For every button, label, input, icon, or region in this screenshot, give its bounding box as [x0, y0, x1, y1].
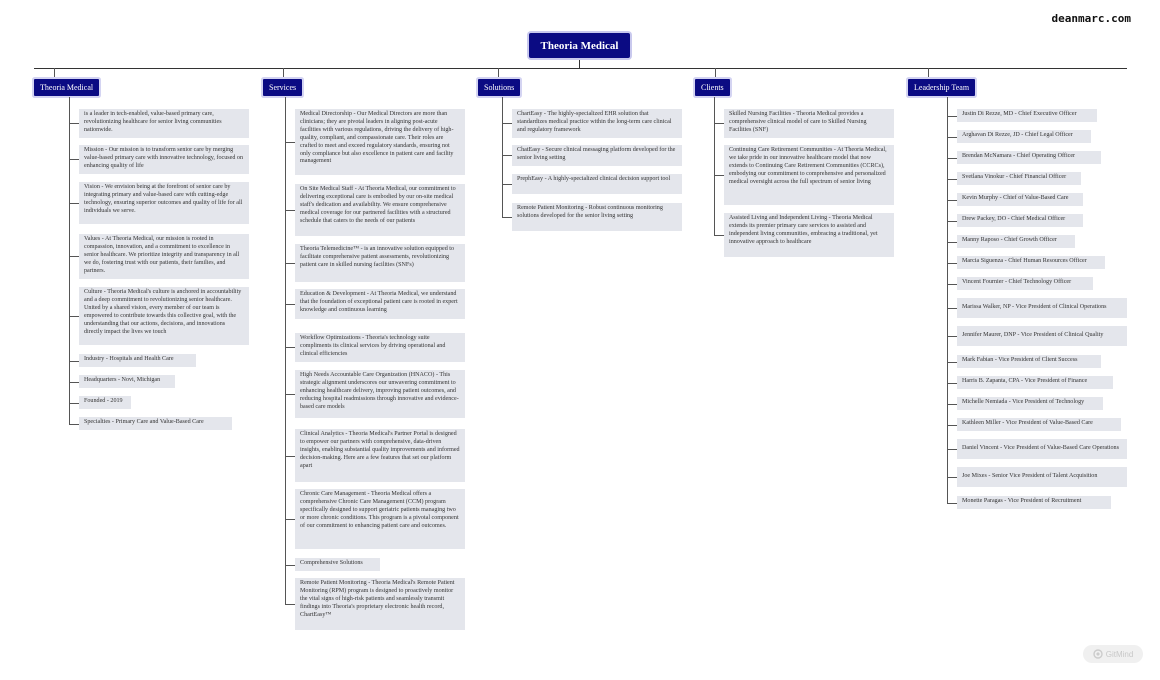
item-connector	[947, 200, 957, 201]
node-leadership-team-item[interactable]: Marcia Siguenza - Chief Human Resources Officer	[957, 256, 1105, 269]
item-connector	[502, 123, 512, 124]
branch-drop-line	[928, 68, 929, 79]
node-theoria-medical-item[interactable]: Headquarters - Novi, Michigan	[79, 375, 175, 388]
node-theoria-medical-item[interactable]: Values - At Theoria Medical, our mission is rooted in compassion, innovation, and a commitment to excellence in senior healthcare. We prioritize integrity and transparency in all we do, fostering trust with our patients, their families, and partners.	[79, 234, 249, 279]
node-services-item[interactable]: High Needs Accountable Care Organization (HNACO) - This strategic alignment underscores our unwavering commitment to enhancing healthcare delivery, improving patient outcomes, and reducing hospital readmissions through innovative and evidence-based care models	[295, 370, 465, 418]
item-connector	[285, 347, 295, 348]
item-connector	[69, 316, 79, 317]
node-leadership-team-item[interactable]: Kevin Murphy - Chief of Value-Based Care	[957, 193, 1083, 206]
node-leadership-team-item[interactable]: Drew Packey, DO - Chief Medical Officer	[957, 214, 1083, 227]
item-connector	[947, 425, 957, 426]
item-connector	[69, 123, 79, 124]
item-connector	[69, 159, 79, 160]
item-connector	[947, 116, 957, 117]
node-theoria-medical-item[interactable]: Industry - Hospitals and Health Care	[79, 354, 196, 367]
item-connector	[947, 242, 957, 243]
node-theoria-medical-item[interactable]: is a leader in tech-enabled, value-based primary care, revolutionizing healthcare for senior living communities nationwide.	[79, 109, 249, 138]
node-leadership-team-item[interactable]: Mark Fabian - Vice President of Client Success	[957, 355, 1101, 368]
root-node[interactable]: Theoria Medical	[529, 33, 630, 58]
item-connector	[947, 362, 957, 363]
node-clients-item[interactable]: Skilled Nursing Facilities - Theoria Medical provides a comprehensive clinical model of care to Skilled Nursing Facilities (SNF)	[724, 109, 894, 138]
item-connector	[285, 263, 295, 264]
node-solutions-item[interactable]: ChartEasy - The highly-specialized EHR solution that standardizes medical practice within the long-term care clinical and regulatory framework	[512, 109, 682, 138]
item-connector	[947, 158, 957, 159]
node-theoria-medical-item[interactable]: Founded - 2019	[79, 396, 131, 409]
node-theoria-medical-item[interactable]: Specialties - Primary Care and Value-Based Care	[79, 417, 232, 430]
item-connector	[285, 519, 295, 520]
node-services-item[interactable]: Chronic Care Management - Theoria Medical offers a comprehensive Chronic Care Management (CCM) program specifically designed to support geriatric patients managing two or more chronic conditions. This program is a pivotal component of our commitment to enhancing patient care and outcomes.	[295, 489, 465, 549]
item-connector	[947, 308, 957, 309]
node-leadership-team-item[interactable]: Harris B. Zapanta, CPA - Vice President of Finance	[957, 376, 1113, 389]
branch-header-leadership-team[interactable]: Leadership Team	[908, 79, 975, 96]
node-theoria-medical-item[interactable]: Vision - We envision being at the forefront of senior care by integrating primary and value-based care with cutting-edge technology, ensuring superior outcomes and quality of life for all individuals we serve.	[79, 182, 249, 224]
node-clients-item[interactable]: Continuing Care Retirement Communities - At Theoria Medical, we take pride in our innovative healthcare model that now extends to Continuing Care Retirement Communities (CCRCs), embodying our commitment to comprehensive and personalized medical oversight across the full spectrum of senior living	[724, 145, 894, 205]
item-connector	[947, 336, 957, 337]
node-leadership-team-item[interactable]: Marissa Walker, NP - Vice President of Clinical Operations	[957, 298, 1127, 318]
item-connector	[69, 403, 79, 404]
item-connector	[69, 382, 79, 383]
node-services-item[interactable]: Comprehensive Solutions	[295, 558, 380, 571]
branch-drop-line	[715, 68, 716, 79]
node-services-item[interactable]: Clinical Analytics - Theoria Medical's Partner Portal is designed to empower our partners with comprehensive, data-driven insights, enabling substantial quality improvements and informed decision-making. Here are a few features that set our platform apart	[295, 429, 465, 482]
item-connector	[947, 137, 957, 138]
item-connector	[285, 394, 295, 395]
item-connector	[285, 604, 295, 605]
node-solutions-item[interactable]: ChatEasy - Secure clinical messaging platform developed for the senior living setting	[512, 145, 682, 166]
item-connector	[947, 503, 957, 504]
item-connector	[947, 179, 957, 180]
node-services-item[interactable]: On Site Medical Staff - At Theoria Medical, our commitment to delivering exceptional care is embodied by our on-site medical staff's dedication and availability. We ensure comprehensive medical coverage for our partnered facilities with a structured schedule that caters to the needs of our patients	[295, 184, 465, 236]
branch-bus-line	[34, 68, 1127, 69]
node-services-item[interactable]: Theoria Telemedicine™ - is an innovative solution equipped to facilitate comprehensive patient assessments, revolutionizing patient care in skilled nursing facilities (SNFs)	[295, 244, 465, 282]
node-leadership-team-item[interactable]: Monette Paragas - Vice President of Recruitment	[957, 496, 1111, 509]
node-leadership-team-item[interactable]: Jennifer Maurer, DNP - Vice President of Clinical Quality	[957, 326, 1127, 346]
branch-header-solutions[interactable]: Solutions	[478, 79, 520, 96]
branch-trunk-line	[714, 97, 715, 235]
node-clients-item[interactable]: Assisted Living and Independent Living - Theoria Medical extends its premier primary care services to assisted and independent living communities, embracing a traditional, yet innovative approach to healthcare	[724, 213, 894, 257]
node-leadership-team-item[interactable]: Justin Di Rezze, MD - Chief Executive Officer	[957, 109, 1097, 122]
item-connector	[714, 123, 724, 124]
gitmind-logo-icon	[1093, 649, 1103, 659]
node-leadership-team-item[interactable]: Svetlana Vinokur - Chief Financial Officer	[957, 172, 1081, 185]
item-connector	[947, 284, 957, 285]
site-watermark: deanmarc.com	[1051, 12, 1131, 25]
node-leadership-team-item[interactable]: Vincent Fournier - Chief Technology Officer	[957, 277, 1093, 290]
node-services-item[interactable]: Education & Development - At Theoria Medical, we understand that the foundation of exceptional patient care is rooted in expert knowledge and continuous learning	[295, 289, 465, 319]
branch-drop-line	[498, 68, 499, 79]
item-connector	[714, 175, 724, 176]
node-services-item[interactable]: Remote Patient Monitoring - Theoria Medical's Remote Patient Monitoring (RPM) program is designed to proactively monitor the vital signs of high-risk patients and seamlessly transmit findings into Theoria's proprietary electronic health record, ChartEasy™	[295, 578, 465, 630]
node-leadership-team-item[interactable]: Joe Mixes - Senior Vice President of Talent Acquisition	[957, 467, 1127, 487]
item-connector	[947, 263, 957, 264]
branch-drop-line	[54, 68, 55, 79]
branch-header-theoria-medical[interactable]: Theoria Medical	[34, 79, 99, 96]
item-connector	[285, 210, 295, 211]
item-connector	[285, 142, 295, 143]
item-connector	[285, 456, 295, 457]
node-theoria-medical-item[interactable]: Mission - Our mission is to transform senior care by merging value-based primary care with innovative technology, focused on enhancing quality of life	[79, 145, 249, 174]
node-leadership-team-item[interactable]: Manny Raposo - Chief Growth Officer	[957, 235, 1075, 248]
node-solutions-item[interactable]: Remote Patient Monitoring - Robust continuous monitoring solutions developed for the senior living setting	[512, 203, 682, 231]
branch-drop-line	[283, 68, 284, 79]
node-leadership-team-item[interactable]: Daniel Vincent - Vice President of Value-Based Care Operations	[957, 439, 1127, 459]
item-connector	[947, 404, 957, 405]
item-connector	[502, 184, 512, 185]
node-services-item[interactable]: Workflow Optimizations - Theoria's technology suite compliments its clinical services by driving operational and clinical efficiencies	[295, 333, 465, 362]
node-leadership-team-item[interactable]: Arghavan Di Rezze, JD - Chief Legal Officer	[957, 130, 1091, 143]
node-leadership-team-item[interactable]: Brendan McNamara - Chief Operating Officer	[957, 151, 1101, 164]
node-leadership-team-item[interactable]: Kathleen Miller - Vice President of Value-Based Care	[957, 418, 1121, 431]
branch-trunk-line	[69, 97, 70, 424]
item-connector	[714, 235, 724, 236]
branch-trunk-line	[285, 97, 286, 604]
item-connector	[69, 361, 79, 362]
root-connector	[579, 60, 580, 68]
node-theoria-medical-item[interactable]: Culture - Theoria Medical's culture is anchored in accountability and a deep commitment to revolutionizing senior healthcare. United by a shared vision, every member of our team is empowered to contribute towards this collective goal, with the understanding that our actions, decisions, and innovations directly impact the lives we touch	[79, 287, 249, 345]
node-services-item[interactable]: Medical Directorship - Our Medical Directors are more than clinicians; they are pivotal leaders in aligning post-acute facilities with various regulations, driving the delivery of high-quality, compliant, and compassionate care. Their roles are crafted to meet and exceed regulatory standards, ensuring not only compliance but also excellence in patient care and facility management	[295, 109, 465, 175]
item-connector	[285, 565, 295, 566]
item-connector	[502, 155, 512, 156]
item-connector	[947, 449, 957, 450]
item-connector	[947, 477, 957, 478]
item-connector	[502, 217, 512, 218]
item-connector	[69, 256, 79, 257]
item-connector	[947, 383, 957, 384]
item-connector	[69, 424, 79, 425]
node-solutions-item[interactable]: PrephEasy - A highly-specialized clinical decision support tool	[512, 174, 682, 194]
branch-trunk-line	[502, 97, 503, 217]
item-connector	[285, 304, 295, 305]
item-connector	[69, 203, 79, 204]
gitmind-badge-label: GitMind	[1105, 649, 1134, 659]
branch-header-services[interactable]: Services	[263, 79, 302, 96]
node-leadership-team-item[interactable]: Michelle Nemiada - Vice President of Technology	[957, 397, 1103, 410]
gitmind-badge	[1083, 645, 1143, 663]
item-connector	[947, 221, 957, 222]
branch-header-clients[interactable]: Clients	[695, 79, 730, 96]
